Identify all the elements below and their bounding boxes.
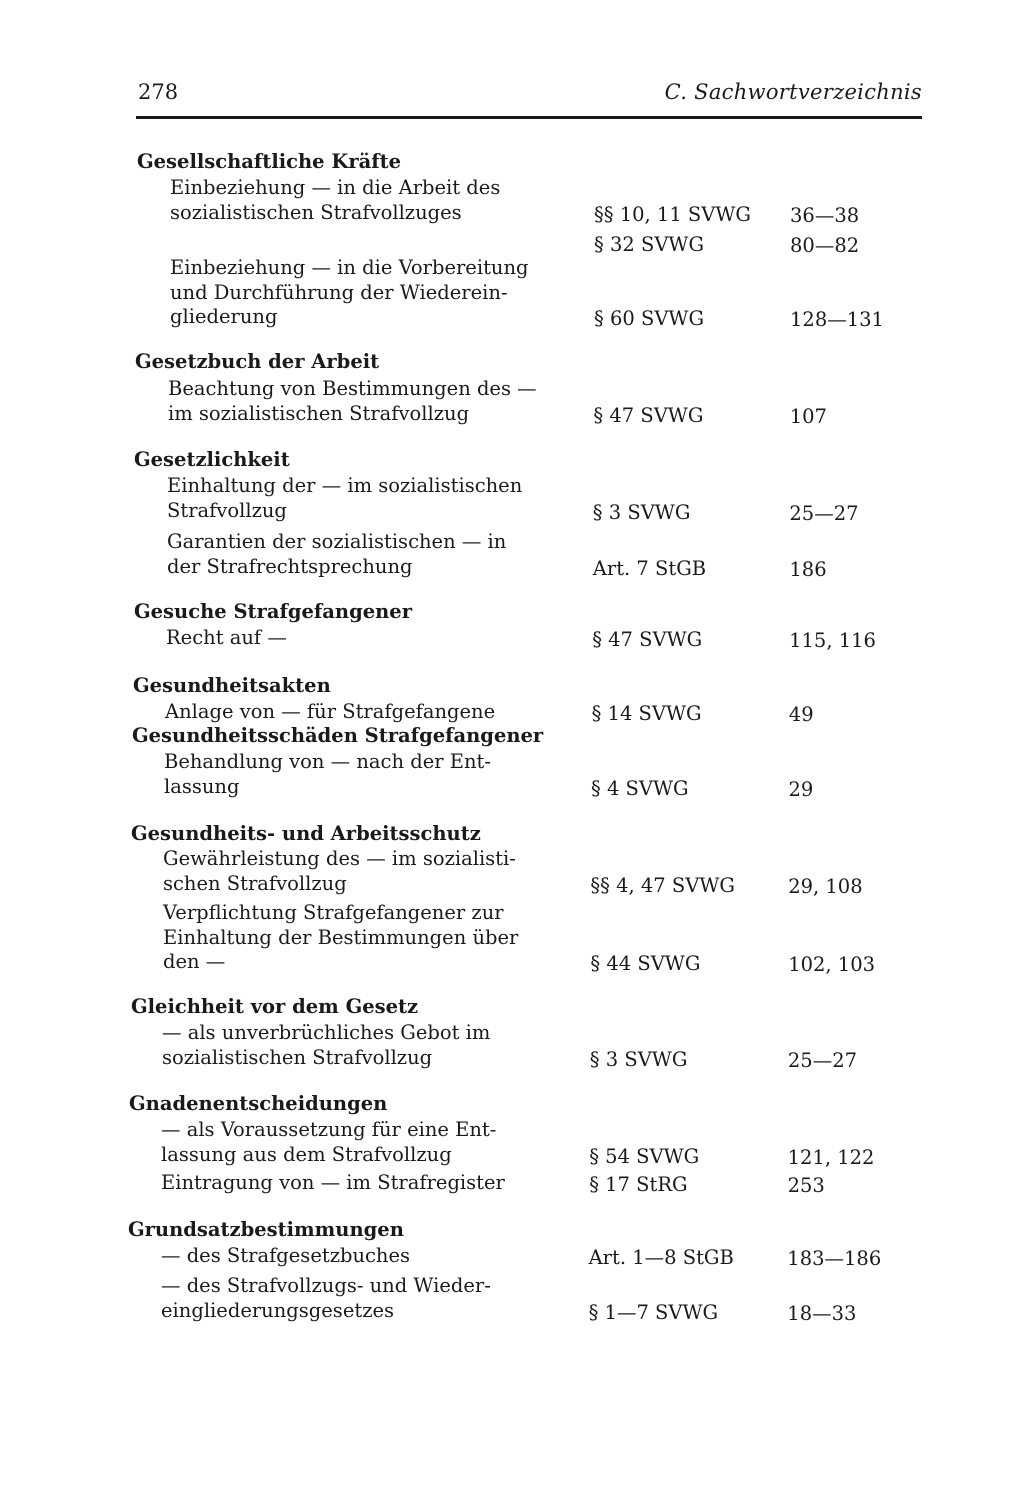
page-reference: 102, 103 [788,953,876,976]
subentry-text: Verpflichtung Strafgefangener zur Einhaltung der Bestimmungen über den — [163,901,519,973]
page-number: 278 [138,80,179,104]
index-heading: Gnadenentscheidungen [129,1092,388,1115]
subentry-text: — des Strafvollzugs- und Wieder- eingliederungsgesetzes [161,1274,491,1322]
legal-reference: § 4 SVWG [591,776,689,800]
index-heading: Gesetzbuch der Arbeit [135,350,380,373]
subentry-text: Behandlung von — nach der Ent- lassung [164,750,491,798]
page-reference: 107 [789,404,827,428]
index-heading: Gesundheitsakten [133,674,331,697]
index-heading: Grundsatzbestimmungen [128,1218,404,1241]
index-heading: Gesetzlichkeit [134,448,290,471]
legal-reference: § 3 SVWG [592,500,691,524]
page-reference: 49 [788,703,814,726]
subentry-text: — als unverbrüchliches Gebot im sozialistischen Strafvollzug [162,1021,491,1069]
page-reference: 183—186 [787,1247,882,1270]
subentry-text: — als Voraussetzung für eine Ent- lassung aus dem Strafvollzug [161,1118,497,1166]
legal-reference: § 32 SVWG [594,232,705,256]
legal-reference: Art. 7 StGB [592,556,707,580]
legal-reference: § 3 SVWG [589,1047,688,1071]
page-reference: 128—131 [790,308,884,331]
legal-reference: § 47 SVWG [592,628,703,651]
legal-reference: § 54 SVWG [589,1144,700,1168]
subentry-text: Recht auf — [166,626,287,649]
legal-reference: Art. 1—8 StGB [588,1246,734,1269]
legal-reference: § 47 SVWG [593,403,704,427]
page-reference: 115, 116 [789,629,876,652]
page-reference: 80—82 [790,233,860,257]
subentry-text: Einhaltung der — im sozialistischen Strafvollzug [167,474,523,522]
legal-reference: § 44 SVWG [590,952,701,975]
page-reference: 36—38 [790,203,860,227]
page-reference: 186 [789,557,827,581]
index-heading: Gesundheits- und Arbeitsschutz [131,822,481,845]
page-reference: 25—27 [789,501,859,525]
subentry-text: — des Strafgesetzbuches [161,1244,411,1267]
page-reference: 18—33 [787,1301,857,1325]
page-reference: 121, 122 [787,1145,875,1169]
legal-reference: § 1—7 SVWG [588,1300,719,1324]
legal-reference: §§ 4, 47 SVWG [590,873,735,897]
subentry-text: Einbeziehung — in die Arbeit des sozialistischen Strafvollzuges [170,176,501,224]
subentry-text: Beachtung von Bestimmungen des — im sozialistischen Strafvollzug [168,377,537,425]
page-reference: 29, 108 [788,874,863,898]
index-heading: Gesellschaftliche Kräfte [137,150,402,173]
header-rule [136,116,922,119]
subentry-text: Anlage von — für Strafgefangene [165,700,496,723]
subentry-text: Eintragung von — im Strafregister [161,1171,505,1194]
running-head: C. Sachwortverzeichnis [664,80,922,104]
page-reference: 29 [788,777,814,801]
legal-reference: § 17 StRG [589,1173,688,1196]
legal-reference: § 14 SVWG [591,702,702,725]
subentry-text: Gewährleistung des — im sozialisti- schen Strafvollzug [163,847,516,895]
subentry-text: Einbeziehung — in die Vorbereitung und Durchführung der Wiederein- gliederung [170,256,529,328]
index-heading: Gesundheitsschäden Strafgefangener [132,724,544,747]
legal-reference: § 60 SVWG [594,307,705,330]
page-reference: 253 [787,1174,825,1197]
index-heading: Gesuche Strafgefangener [134,600,412,623]
page-reference: 25—27 [787,1048,858,1072]
subentry-text: Garantien der sozialistischen — in der Strafrechtsprechung [167,530,507,578]
legal-reference: §§ 10, 11 SVWG [594,202,751,226]
index-heading: Gleichheit vor dem Gesetz [131,995,419,1018]
